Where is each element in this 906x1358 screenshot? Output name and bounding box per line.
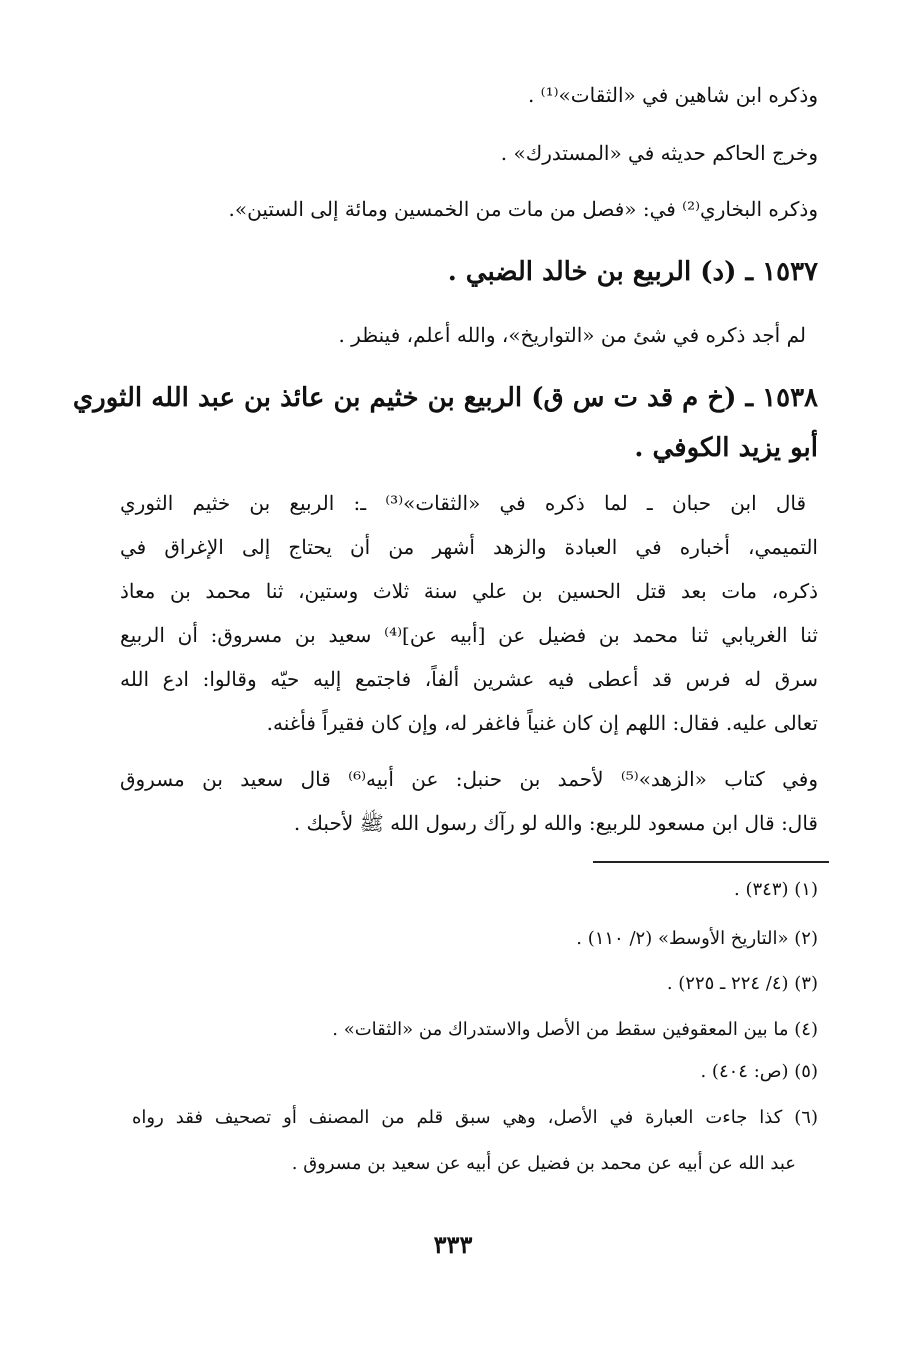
- para1-line-4: ثنا الغريابي ثنا محمد بن فضيل عن [أبيه عن]⁽⁴⁾ سعيد بن مسروق: أن الربيع: [120, 623, 818, 647]
- intro-line-3: وذكره البخاري⁽²⁾ في: «فصل من مات من الخمسين ومائة إلى الستين».: [228, 197, 818, 221]
- footnote-6-line-2: عبد الله عن أبيه عن محمد بن فضيل عن أبيه عن سعيد بن مسروق .: [291, 1153, 796, 1174]
- page-number: ٣٣٣: [433, 1230, 473, 1259]
- para2-line-2: قال: قال ابن مسعود للربيع: والله لو رآك رسول الله ﷺ لأحبك .: [293, 811, 818, 835]
- intro-line-1: وذكره ابن شاهين في «الثقات»⁽¹⁾ .: [527, 83, 818, 107]
- entry-1538-heading-line-1: ١٥٣٨ ـ (خ م قد ت س ق) الربيع بن خثيم بن عائذ بن عبد الله الثوري: [72, 383, 818, 413]
- para1-line-2: التميمي، أخباره في العبادة والزهد أشهر من أن يحتاج إلى الإغراق في: [120, 535, 818, 559]
- entry-1537-text: لم أجد ذكره في شئ من «التواريخ»، والله أعلم، فينظر .: [338, 323, 806, 347]
- para1-line-6: تعالى عليه. فقال: اللهم إن كان غنياً فاغفر له، وإن كان فقيراً فأغنه.: [266, 711, 818, 735]
- footnote-5: (٥) (ص: ٤٠٤) .: [700, 1061, 818, 1082]
- footnote-6-line-1: (٦) كذا جاءت العبارة في الأصل، وهي سبق قلم من المصنف أو تصحيف فقد رواه: [132, 1107, 818, 1128]
- para1-line-5: سرق له فرس قد أعطى فيه عشرين ألفاً، فاجتمع إليه حيّه وقالوا: ادع الله: [120, 667, 818, 691]
- footnote-3: (٣) (٤/ ٢٢٤ ـ ٢٢٥) .: [666, 973, 818, 994]
- para1-line-3: ذكره، مات بعد قتل الحسين بن علي سنة ثلاث وستين، ثنا محمد بن معاذ: [120, 579, 818, 603]
- footnote-2: (٢) «التاريخ الأوسط» (٢/ ١١٠) .: [576, 928, 818, 949]
- footnote-1: (١) (٣٤٣) .: [734, 879, 818, 900]
- intro-line-2: وخرج الحاكم حديثه في «المستدرك» .: [500, 141, 818, 165]
- para2-line-1: وفي كتاب «الزهد»⁽⁵⁾ لأحمد بن حنبل: عن أبيه⁽⁶⁾ قال سعيد بن مسروق: [120, 767, 818, 791]
- footnote-4: (٤) ما بين المعقوفين سقط من الأصل والاستدراك من «الثقات» .: [332, 1019, 818, 1040]
- entry-1538-heading-line-2: أبو يزيد الكوفي .: [634, 433, 818, 463]
- entry-1537-heading: ١٥٣٧ ـ (د) الربيع بن خالد الضبي .: [447, 257, 818, 287]
- footnote-separator: [593, 861, 829, 863]
- para1-line-1: قال ابن حبان ـ لما ذكره في «الثقات»⁽³⁾ ـ: الربيع بن خثيم الثوري: [120, 491, 807, 515]
